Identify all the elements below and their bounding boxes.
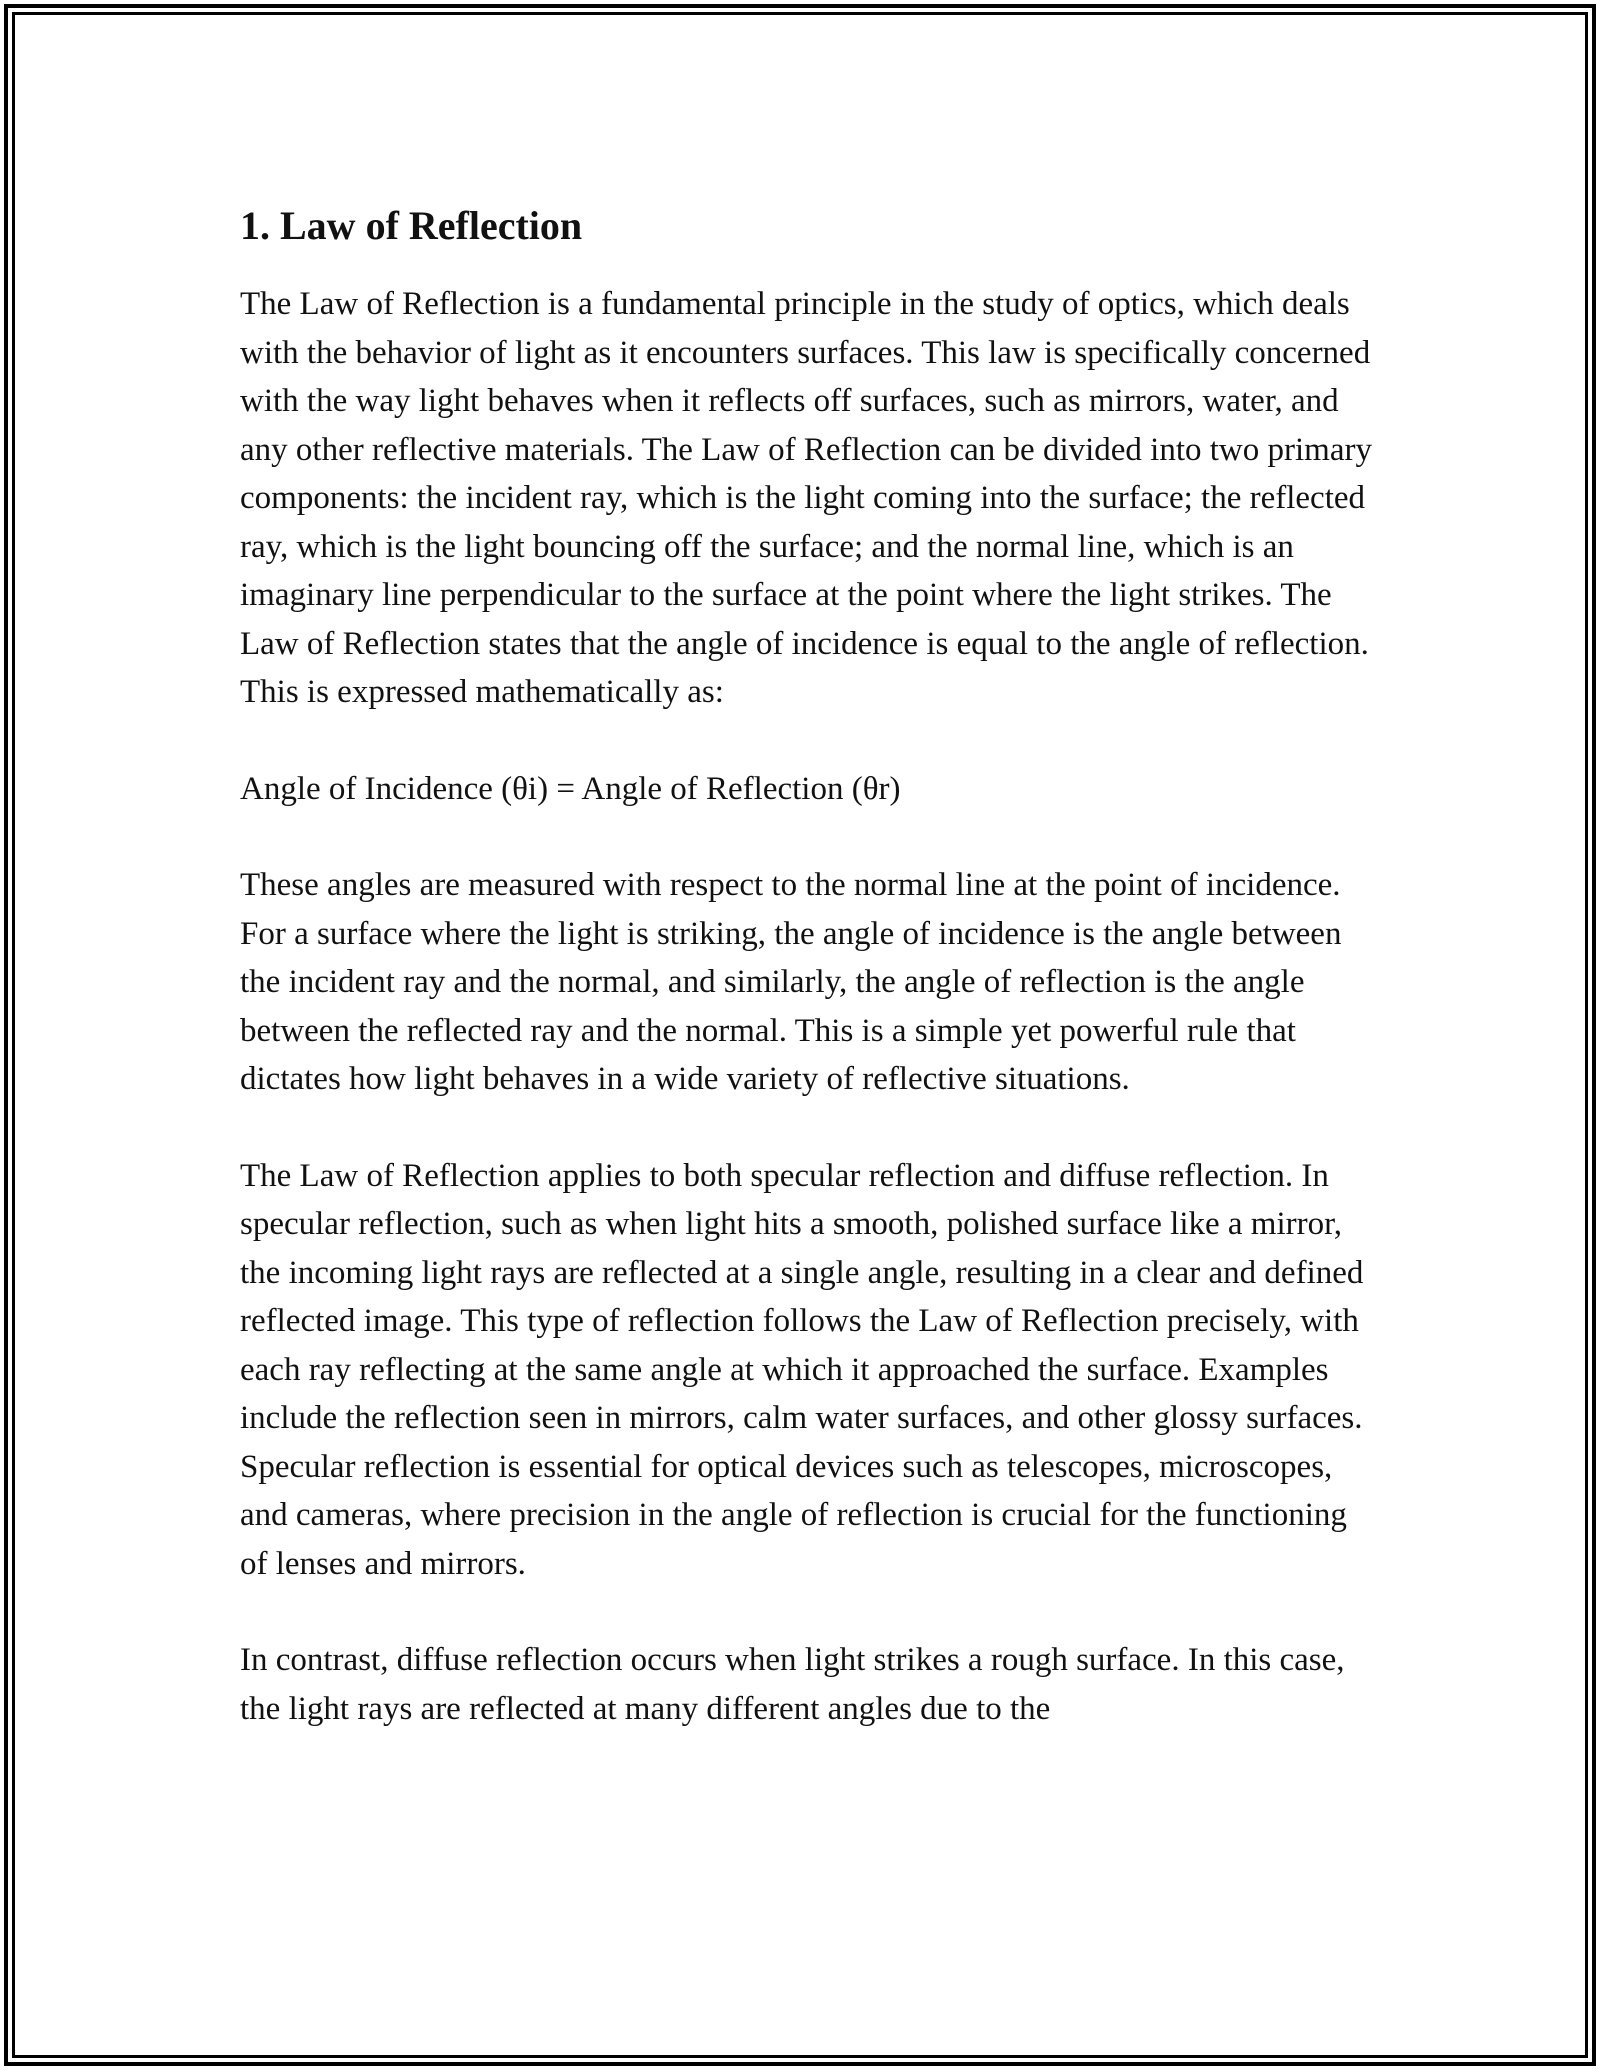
paragraph-diffuse: In contrast, diffuse reflection occurs when light strikes a rough surface. In this case, the light rays are reflected at many different angles due to the	[240, 1642, 1345, 1727]
paragraph-angles: These angles are measured with respect to the normal line at the point of incidence. For a surface where the light is striking, the angle of incidence is the angle between the incident ray and the normal, and similarly, the angle of reflection is the angle between the reflected ray and the normal. This is a simple yet powerful rule that dictates how light behaves in a wide variety of reflective situations.	[240, 867, 1342, 1097]
document-page	[4, 4, 1596, 2066]
paragraph-equation: Angle of Incidence (θi) = Angle of Reflection (θr)	[240, 770, 901, 807]
section-heading: 1. Law of Reflection	[240, 203, 583, 248]
paragraph-law-intro: The Law of Reflection is a fundamental principle in the study of optics, which deals with the behavior of light as it encounters surfaces. This law is specifically concerned with the way light behaves when it reflects off surfaces, such as mirrors, water, and any other reflective materials. The Law of Reflection can be divided into two primary components: the incident ray, which is the light coming into the surface; the reflected ray, which is the light bouncing off the surface; and the normal line, which is an imaginary line perpendicular to the surface at the point where the light strikes. The Law of Reflection states that the angle of incidence is equal to the angle of reflection. This is expressed mathematically as:	[240, 286, 1372, 710]
paragraph-specular: The Law of Reflection applies to both specular reflection and diffuse reflection. In specular reflection, such as when light hits a smooth, polished surface like a mirror, the incoming light rays are reflected at a single angle, resulting in a clear and defined reflected image. This type of reflection follows the Law of Reflection precisely, with each ray reflecting at the same angle at which it approached the surface. Examples include the reflection seen in mirrors, calm water surfaces, and other glossy surfaces. Specular reflection is essential for optical devices such as telescopes, microscopes, and cameras, where precision in the angle of reflection is crucial for the functioning of lenses and mirrors.	[240, 1157, 1364, 1582]
document-content	[240, 188, 1380, 1781]
